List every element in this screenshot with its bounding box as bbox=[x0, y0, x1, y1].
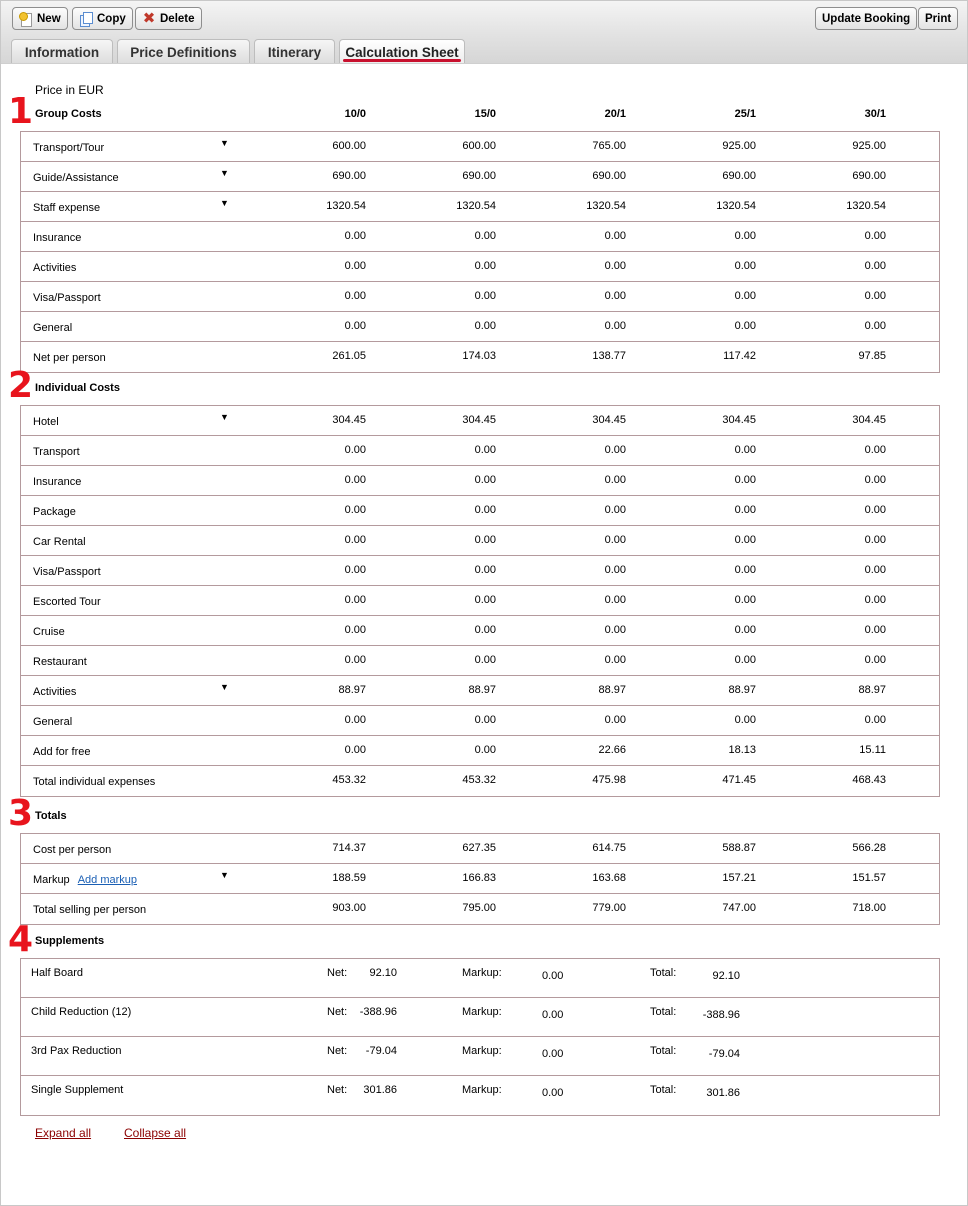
cell-value: 0.00 bbox=[344, 320, 366, 332]
cell-value: 747.00 bbox=[722, 902, 756, 914]
total-label: Total: bbox=[650, 1084, 677, 1096]
cell-value: 453.32 bbox=[332, 774, 366, 786]
table-row bbox=[21, 706, 939, 736]
total-label: Total: bbox=[650, 967, 677, 979]
row-label-text: Hotel bbox=[33, 416, 59, 428]
row-label-text: Restaurant bbox=[33, 656, 87, 668]
cell-value: 0.00 bbox=[604, 320, 626, 332]
row-label bbox=[33, 596, 101, 608]
cell-value: 304.45 bbox=[722, 414, 756, 426]
cell-value: 925.00 bbox=[722, 140, 756, 152]
cell-value: 0.00 bbox=[604, 714, 626, 726]
cell-value: 0.00 bbox=[864, 624, 886, 636]
row-label-text: Transport bbox=[33, 446, 80, 458]
cell-value: 0.00 bbox=[864, 260, 886, 272]
cell-value: 0.00 bbox=[474, 290, 496, 302]
section-marker-2: 2 bbox=[8, 365, 34, 406]
expand-arrow-icon[interactable]: ▼ bbox=[220, 412, 229, 422]
cell-value: 0.00 bbox=[734, 320, 756, 332]
cell-value: 0.00 bbox=[474, 534, 496, 546]
row-label bbox=[33, 172, 119, 184]
total-value: 301.86 bbox=[706, 1087, 740, 1099]
individual-costs-table bbox=[20, 405, 940, 797]
total-value: -388.96 bbox=[702, 1009, 740, 1021]
cell-value: 0.00 bbox=[604, 444, 626, 456]
cell-value: 0.00 bbox=[604, 624, 626, 636]
row-label bbox=[33, 566, 101, 578]
section-title-totals: Totals bbox=[35, 810, 67, 822]
cell-value: 690.00 bbox=[852, 170, 886, 182]
supplement-name: Single Supplement bbox=[31, 1084, 124, 1096]
cell-value: 188.59 bbox=[332, 872, 366, 884]
net-value: 92.10 bbox=[369, 967, 397, 979]
expand-all-link[interactable]: Expand all bbox=[35, 1126, 92, 1140]
cell-value: 88.97 bbox=[728, 684, 756, 696]
cell-value: 0.00 bbox=[864, 564, 886, 576]
cell-value: 0.00 bbox=[474, 320, 496, 332]
cell-value: 0.00 bbox=[864, 290, 886, 302]
cell-value: 627.35 bbox=[462, 842, 496, 854]
delete-button[interactable] bbox=[135, 7, 202, 30]
row-label bbox=[33, 142, 104, 154]
supplement-row bbox=[21, 998, 939, 1037]
row-label-text: Total selling per person bbox=[33, 904, 147, 916]
table-row bbox=[21, 342, 939, 372]
section-title-supplements: Supplements bbox=[35, 935, 105, 947]
cell-value: 0.00 bbox=[344, 624, 366, 636]
cell-value: 718.00 bbox=[852, 902, 886, 914]
cell-value: 0.00 bbox=[344, 474, 366, 486]
cell-value: 88.97 bbox=[858, 684, 886, 696]
net-label: Net: bbox=[327, 1006, 348, 1018]
expand-arrow-icon[interactable]: ▼ bbox=[220, 198, 229, 208]
section-marker-1: 1 bbox=[8, 91, 34, 132]
cell-value: 475.98 bbox=[592, 774, 626, 786]
row-label-text: Escorted Tour bbox=[33, 596, 101, 608]
cell-value: 714.37 bbox=[332, 842, 366, 854]
markup-label: Markup: bbox=[462, 1045, 502, 1057]
row-label bbox=[33, 322, 72, 334]
net-value: 301.86 bbox=[363, 1084, 397, 1096]
net-label: Net: bbox=[327, 967, 348, 979]
cell-value: 0.00 bbox=[864, 444, 886, 456]
cell-value: 0.00 bbox=[734, 290, 756, 302]
row-label-text: Insurance bbox=[33, 476, 82, 488]
row-label-text: Add for free bbox=[33, 746, 91, 758]
cell-value: 600.00 bbox=[332, 140, 366, 152]
cell-value: 304.45 bbox=[332, 414, 366, 426]
cell-value: 163.68 bbox=[592, 872, 626, 884]
row-label-text: Cruise bbox=[33, 626, 65, 638]
row-label-text: Transport/Tour bbox=[33, 142, 105, 154]
cell-value: 88.97 bbox=[338, 684, 366, 696]
cell-value: 690.00 bbox=[332, 170, 366, 182]
cell-value: 0.00 bbox=[604, 534, 626, 546]
row-label-text: General bbox=[33, 716, 73, 728]
group-costs-table bbox=[20, 131, 940, 373]
cell-value: 0.00 bbox=[474, 504, 496, 516]
supplement-name: Half Board bbox=[31, 967, 83, 979]
row-label-text: Activities bbox=[33, 262, 77, 274]
total-label: Total: bbox=[650, 1006, 677, 1018]
copy-button-label: Copy bbox=[97, 12, 126, 25]
column-header: 25/1 bbox=[734, 108, 756, 120]
table-row bbox=[21, 766, 939, 796]
row-label-text: Guide/Assistance bbox=[33, 172, 119, 184]
cell-value: 1320.54 bbox=[456, 200, 496, 212]
expand-arrow-icon[interactable]: ▼ bbox=[220, 168, 229, 178]
table-row bbox=[21, 252, 939, 282]
cell-value: 0.00 bbox=[604, 654, 626, 666]
currency-label: Price in EUR bbox=[35, 83, 104, 97]
cell-value: 0.00 bbox=[734, 564, 756, 576]
row-label bbox=[33, 746, 90, 758]
cell-value: 151.57 bbox=[852, 872, 886, 884]
tab-price-definitions[interactable] bbox=[117, 39, 250, 64]
cell-value: 690.00 bbox=[722, 170, 756, 182]
total-value: 92.10 bbox=[712, 970, 740, 982]
markup-label: Markup: bbox=[462, 1006, 502, 1018]
markup-label: Markup: bbox=[462, 967, 502, 979]
cell-value: 0.00 bbox=[474, 230, 496, 242]
cell-value: 138.77 bbox=[592, 350, 626, 362]
table-row bbox=[21, 834, 939, 864]
row-label bbox=[33, 536, 86, 548]
cell-value: 765.00 bbox=[592, 140, 626, 152]
row-label-text: Visa/Passport bbox=[33, 292, 101, 304]
tab-divider bbox=[1, 63, 967, 64]
cell-value: 0.00 bbox=[604, 504, 626, 516]
row-label-text: Net per person bbox=[33, 352, 106, 364]
cell-value: 174.03 bbox=[462, 350, 496, 362]
cell-value: 0.00 bbox=[474, 260, 496, 272]
row-label bbox=[33, 686, 76, 698]
update-booking-button[interactable] bbox=[815, 7, 917, 30]
cell-value: 588.87 bbox=[722, 842, 756, 854]
cell-value: 566.28 bbox=[852, 842, 886, 854]
cell-value: 0.00 bbox=[604, 260, 626, 272]
add-markup-link[interactable]: Add markup bbox=[77, 874, 137, 886]
table-row bbox=[21, 436, 939, 466]
cell-value: 600.00 bbox=[462, 140, 496, 152]
supplement-name: 3rd Pax Reduction bbox=[31, 1045, 122, 1057]
cell-value: 88.97 bbox=[598, 684, 626, 696]
table-row bbox=[21, 132, 939, 162]
column-header: 30/1 bbox=[864, 108, 886, 120]
table-row bbox=[21, 466, 939, 496]
cell-value: 0.00 bbox=[734, 504, 756, 516]
row-label bbox=[33, 844, 111, 856]
cell-value: 0.00 bbox=[344, 290, 366, 302]
cell-value: 22.66 bbox=[598, 744, 626, 756]
cell-value: 117.42 bbox=[723, 350, 756, 362]
cell-value: 0.00 bbox=[474, 714, 496, 726]
row-label bbox=[33, 292, 101, 304]
column-header: 15/0 bbox=[474, 108, 496, 120]
cell-value: 0.00 bbox=[734, 654, 756, 666]
net-value: -79.04 bbox=[365, 1045, 397, 1057]
markup-value: 0.00 bbox=[542, 970, 564, 982]
cell-value: 0.00 bbox=[734, 230, 756, 242]
tab-itinerary[interactable] bbox=[254, 39, 335, 64]
section-marker-4: 4 bbox=[8, 919, 34, 960]
supplement-name: Child Reduction (12) bbox=[31, 1006, 132, 1018]
cell-value: 0.00 bbox=[344, 444, 366, 456]
supplement-row bbox=[21, 959, 939, 998]
net-label: Net: bbox=[327, 1084, 348, 1096]
cell-value: 0.00 bbox=[474, 654, 496, 666]
row-label-text: Activities bbox=[33, 686, 77, 698]
cell-value: 88.97 bbox=[468, 684, 496, 696]
cell-value: 0.00 bbox=[864, 594, 886, 606]
cell-value: 1320.54 bbox=[716, 200, 756, 212]
column-header: 10/0 bbox=[344, 108, 366, 120]
row-label bbox=[33, 904, 146, 916]
net-value: -388.96 bbox=[359, 1006, 397, 1018]
cell-value: 925.00 bbox=[852, 140, 886, 152]
table-row bbox=[21, 162, 939, 192]
cell-value: 304.45 bbox=[852, 414, 886, 426]
cell-value: 0.00 bbox=[604, 594, 626, 606]
table-row bbox=[21, 312, 939, 342]
markup-label: Markup: bbox=[462, 1084, 502, 1096]
cell-value: 157.21 bbox=[722, 872, 756, 884]
cell-value: 15.11 bbox=[859, 744, 886, 756]
total-value: -79.04 bbox=[708, 1048, 740, 1060]
markup-value: 0.00 bbox=[542, 1087, 564, 1099]
tab-information[interactable] bbox=[11, 39, 113, 64]
row-label bbox=[33, 506, 76, 518]
expand-arrow-icon[interactable]: ▼ bbox=[220, 682, 229, 692]
cell-value: 0.00 bbox=[604, 230, 626, 242]
cell-value: 0.00 bbox=[344, 714, 366, 726]
cell-value: 453.32 bbox=[462, 774, 496, 786]
table-row bbox=[21, 526, 939, 556]
row-label-text: Cost per person bbox=[33, 844, 112, 856]
collapse-all-link[interactable]: Collapse all bbox=[124, 1126, 187, 1140]
cell-value: 0.00 bbox=[864, 504, 886, 516]
cell-value: 0.00 bbox=[734, 594, 756, 606]
totals-table bbox=[20, 833, 940, 925]
cell-value: 0.00 bbox=[864, 230, 886, 242]
table-row bbox=[21, 192, 939, 222]
column-header: 20/1 bbox=[604, 108, 626, 120]
row-label-text: Visa/Passport bbox=[33, 566, 101, 578]
cell-value: 0.00 bbox=[734, 624, 756, 636]
cell-value: 0.00 bbox=[864, 714, 886, 726]
row-label bbox=[33, 476, 81, 488]
supplement-row bbox=[21, 1076, 939, 1115]
cell-value: 1320.54 bbox=[586, 200, 626, 212]
tab-price-definitions-label: Price Definitions bbox=[130, 44, 237, 60]
cell-value: 690.00 bbox=[592, 170, 626, 182]
row-label bbox=[33, 352, 106, 364]
supplements-table bbox=[20, 958, 940, 1116]
delete-button-label: Delete bbox=[160, 12, 195, 25]
markup-value: 0.00 bbox=[542, 1009, 564, 1021]
cell-value: 0.00 bbox=[344, 654, 366, 666]
table-row bbox=[21, 586, 939, 616]
table-row bbox=[21, 864, 939, 894]
table-row bbox=[21, 556, 939, 586]
row-label bbox=[33, 716, 72, 728]
table-row bbox=[21, 406, 939, 436]
new-icon bbox=[19, 12, 33, 26]
cell-value: 0.00 bbox=[734, 714, 756, 726]
table-row bbox=[21, 222, 939, 252]
cell-value: 0.00 bbox=[344, 230, 366, 242]
copy-button[interactable] bbox=[72, 7, 133, 30]
cell-value: 304.45 bbox=[462, 414, 496, 426]
row-label bbox=[33, 626, 65, 638]
table-row bbox=[21, 736, 939, 766]
cell-value: 0.00 bbox=[864, 654, 886, 666]
cell-value: 0.00 bbox=[344, 534, 366, 546]
cell-value: 0.00 bbox=[604, 564, 626, 576]
cell-value: 97.85 bbox=[858, 350, 886, 362]
table-row bbox=[21, 496, 939, 526]
cell-value: 0.00 bbox=[344, 744, 366, 756]
cell-value: 0.00 bbox=[474, 594, 496, 606]
row-label bbox=[33, 202, 100, 214]
update-booking-label: Update Booking bbox=[822, 12, 911, 25]
print-button[interactable] bbox=[918, 7, 958, 30]
cell-value: 1320.54 bbox=[846, 200, 886, 212]
cell-value: 0.00 bbox=[734, 534, 756, 546]
print-label: Print bbox=[925, 12, 952, 25]
cell-value: 166.83 bbox=[462, 872, 496, 884]
row-label bbox=[33, 656, 87, 668]
cell-value: 779.00 bbox=[592, 902, 626, 914]
cell-value: 0.00 bbox=[474, 624, 496, 636]
table-row bbox=[21, 646, 939, 676]
supplement-row bbox=[21, 1037, 939, 1076]
row-label bbox=[33, 262, 76, 274]
active-tab-indicator bbox=[343, 59, 461, 62]
cell-value: 0.00 bbox=[604, 290, 626, 302]
table-row bbox=[21, 616, 939, 646]
delete-icon: ✖ bbox=[142, 9, 156, 27]
cell-value: 18.13 bbox=[728, 744, 756, 756]
cell-value: 0.00 bbox=[474, 744, 496, 756]
row-label bbox=[33, 776, 155, 788]
section-title-individual-costs: Individual Costs bbox=[35, 382, 120, 394]
row-label bbox=[33, 446, 80, 458]
cell-value: 0.00 bbox=[344, 260, 366, 272]
table-row bbox=[21, 282, 939, 312]
tab-information-label: Information bbox=[24, 44, 100, 60]
table-row bbox=[21, 676, 939, 706]
cell-value: 471.45 bbox=[722, 774, 756, 786]
cell-value: 0.00 bbox=[864, 474, 886, 486]
cell-value: 0.00 bbox=[474, 474, 496, 486]
tab-calculation-sheet[interactable] bbox=[339, 39, 465, 64]
table-row bbox=[21, 894, 939, 924]
row-label-text: Staff expense bbox=[33, 202, 101, 214]
new-button-label: New bbox=[37, 12, 61, 25]
cell-value: 690.00 bbox=[462, 170, 496, 182]
row-label-text: Markup bbox=[33, 874, 70, 886]
cell-value: 0.00 bbox=[864, 534, 886, 546]
cell-value: 0.00 bbox=[734, 474, 756, 486]
cell-value: 0.00 bbox=[864, 320, 886, 332]
cell-value: 903.00 bbox=[332, 902, 366, 914]
cell-value: 0.00 bbox=[474, 444, 496, 456]
row-label bbox=[33, 874, 137, 886]
expand-arrow-icon[interactable]: ▼ bbox=[220, 138, 229, 148]
row-label-text: Car Rental bbox=[33, 536, 86, 548]
row-label-text: Package bbox=[33, 506, 76, 518]
copy-icon bbox=[79, 12, 93, 26]
net-label: Net: bbox=[327, 1045, 348, 1057]
expand-arrow-icon[interactable]: ▼ bbox=[220, 870, 229, 880]
cell-value: 0.00 bbox=[474, 564, 496, 576]
cell-value: 0.00 bbox=[604, 474, 626, 486]
total-label: Total: bbox=[650, 1045, 677, 1057]
row-label bbox=[33, 232, 81, 244]
row-label-text: Total individual expenses bbox=[33, 776, 156, 788]
tab-itinerary-label: Itinerary bbox=[267, 44, 322, 60]
cell-value: 0.00 bbox=[344, 504, 366, 516]
section-title-group-costs: Group Costs bbox=[35, 108, 102, 120]
section-marker-3: 3 bbox=[8, 793, 34, 834]
cell-value: 0.00 bbox=[734, 260, 756, 272]
cell-value: 261.05 bbox=[332, 350, 366, 362]
row-label bbox=[33, 416, 59, 428]
cell-value: 0.00 bbox=[734, 444, 756, 456]
cell-value: 0.00 bbox=[344, 594, 366, 606]
tab-calculation-sheet-label: Calculation Sheet bbox=[345, 44, 459, 60]
cell-value: 614.75 bbox=[592, 842, 626, 854]
cell-value: 304.45 bbox=[592, 414, 626, 426]
markup-value: 0.00 bbox=[542, 1048, 564, 1060]
row-label-text: General bbox=[33, 322, 73, 334]
new-button[interactable] bbox=[12, 7, 68, 30]
cell-value: 468.43 bbox=[852, 774, 886, 786]
row-label-text: Insurance bbox=[33, 232, 82, 244]
cell-value: 795.00 bbox=[462, 902, 496, 914]
cell-value: 0.00 bbox=[344, 564, 366, 576]
cell-value: 1320.54 bbox=[326, 200, 366, 212]
